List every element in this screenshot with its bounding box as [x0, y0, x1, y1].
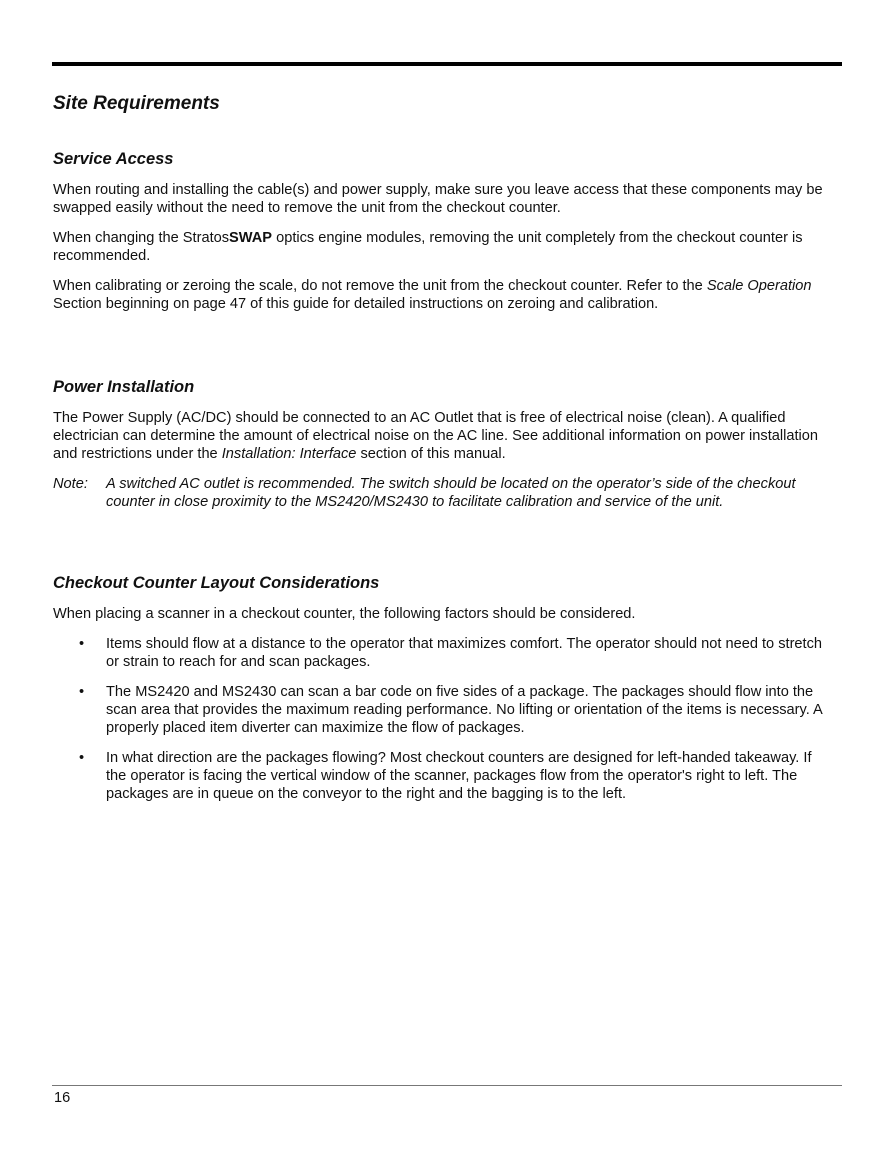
checkout-layout-heading: Checkout Counter Layout Considerations: [53, 574, 380, 592]
header-rule: [52, 62, 842, 66]
service-access-paragraph-2: [53, 229, 843, 265]
bullet-icon: •: [79, 750, 85, 766]
text-run: When changing the Stratos: [53, 230, 230, 246]
checkout-layout-intro: When placing a scanner in a checkout counter, the following factors should be considered.: [53, 606, 636, 622]
power-installation-heading: Power Installation: [53, 378, 195, 396]
list-item-text: The MS2420 and MS2430 can scan a bar code on five sides of a package. The packages should flow into the scan area that provides the maximum reading performance. No lifting or orientation of the items is necessary. A properly placed item diverter can maximize the flow of packages.: [106, 684, 822, 736]
service-access-section: [53, 149, 843, 313]
service-access-heading: Service Access: [53, 150, 174, 168]
list-item-text: Items should flow at a distance to the operator that maximizes comfort. The operator should not need to stretch or strain to reach for and scan packages.: [106, 636, 823, 670]
list-item: [53, 635, 843, 671]
list-item-text: In what direction are the packages flowing? Most checkout counters are designed for left-handed takeaway. If the operator is facing the vertical window of the scanner, packages flow from the operator's right to left. The packages are in queue on the conveyor to the right and the bagging is to the left.: [106, 750, 812, 802]
swap-bold-text: SWAP: [229, 230, 273, 246]
bullet-icon: •: [79, 636, 85, 652]
text-run: section of this manual.: [356, 446, 506, 462]
list-item: [53, 683, 843, 737]
installation-interface-reference: Installation: Interface: [221, 446, 357, 462]
bullet-icon: •: [79, 684, 85, 700]
note-text: A switched AC outlet is recommended. The switch should be located on the operator’s side of the checkout counter in close proximity to the MS2420/MS2430 to facilitate calibration and service of the unit.: [106, 476, 796, 510]
page-content: [53, 92, 843, 815]
page-title: Site Requirements: [53, 93, 220, 114]
footer-rule: [52, 1085, 842, 1086]
list-item: [53, 749, 843, 803]
consideration-list: [53, 635, 843, 803]
text-run: The Power Supply (AC/DC) should be connected to an AC Outlet that is free of electrical noise (clean). A qualified electrician can determine the amount of electrical noise on the AC line. See additional information on power installation and restrictions under the: [53, 410, 818, 462]
scale-operation-reference: Scale Operation: [706, 278, 812, 294]
checkout-layout-section: [53, 573, 843, 803]
power-installation-paragraph: [53, 409, 843, 463]
service-access-paragraph-1: When routing and installing the cable(s) and power supply, make sure you leave access that these components may be swapped easily without the need to remove the unit from the checkout counter.: [53, 182, 823, 216]
note-label: Note:: [53, 476, 88, 492]
text-run: optics engine modules, removing the unit completely from the checkout counter is recommended.: [53, 230, 803, 264]
note-block: [53, 475, 843, 511]
service-access-paragraph-3: [53, 277, 843, 313]
power-installation-section: [53, 377, 843, 511]
page-number: 16: [54, 1090, 71, 1106]
text-run: Section beginning on page 47 of this guide for detailed instructions on zeroing and calibration.: [53, 296, 659, 312]
text-run: When calibrating or zeroing the scale, do not remove the unit from the checkout counter. Refer to the: [53, 278, 707, 294]
